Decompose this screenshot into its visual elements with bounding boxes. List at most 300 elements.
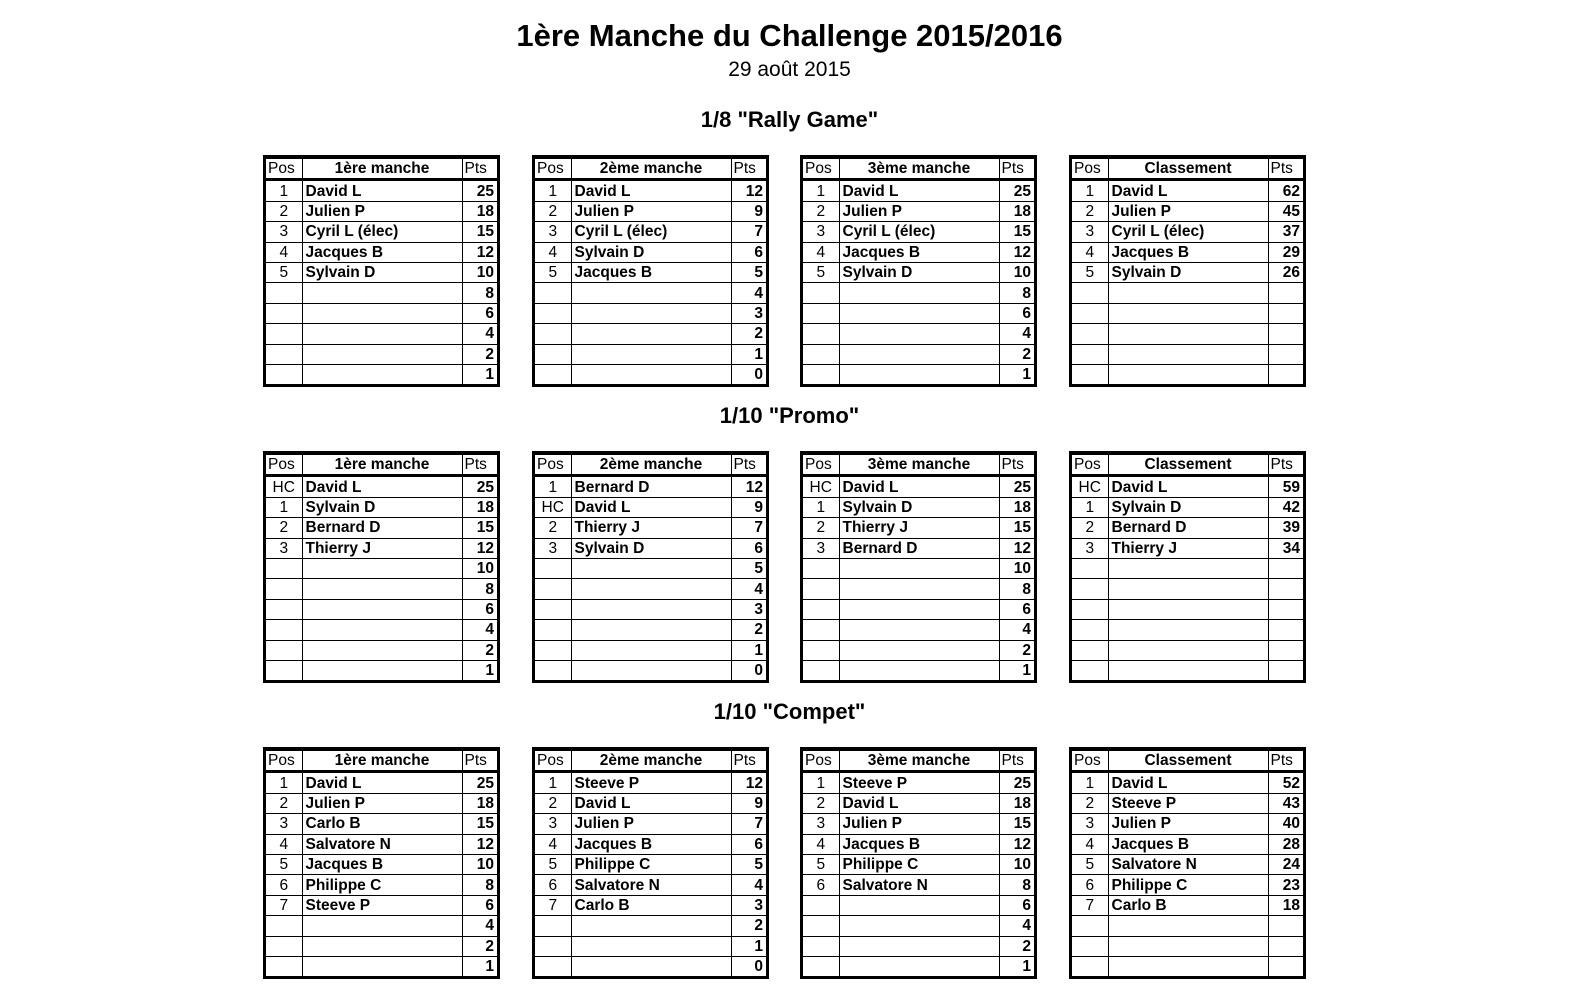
position-cell: 2 <box>266 793 302 813</box>
table-row <box>1072 620 1303 640</box>
points-cell: 2 <box>999 936 1034 956</box>
position-cell: 3 <box>1072 538 1108 558</box>
position-cell: 1 <box>803 180 839 201</box>
position-cell: 6 <box>266 875 302 895</box>
points-cell: 3 <box>731 303 766 323</box>
driver-name-cell <box>302 344 462 364</box>
points-column-header: Pts <box>999 159 1034 180</box>
driver-name-cell: David L <box>1108 476 1268 497</box>
driver-name-cell: Bernard D <box>1108 518 1268 538</box>
position-cell <box>535 660 571 680</box>
driver-name-cell <box>302 303 462 323</box>
table-row <box>266 476 497 497</box>
points-cell: 2 <box>462 344 497 364</box>
driver-name-cell: Cyril L (élec) <box>839 222 999 242</box>
round-column-header: 2ème manche <box>571 159 731 180</box>
points-cell: 43 <box>1268 793 1303 813</box>
table-row <box>266 180 497 201</box>
table-header-row <box>803 751 1034 772</box>
position-cell <box>1072 558 1108 578</box>
points-cell: 4 <box>462 916 497 936</box>
driver-name-cell <box>1108 364 1268 384</box>
table-row <box>266 793 497 813</box>
position-cell: 2 <box>1072 793 1108 813</box>
position-cell: 5 <box>535 854 571 874</box>
table-row <box>803 875 1034 895</box>
driver-name-cell <box>302 558 462 578</box>
driver-name-cell <box>839 579 999 599</box>
table-row <box>1072 599 1303 619</box>
position-cell: 5 <box>266 854 302 874</box>
round-column-header: 3ème manche <box>839 751 999 772</box>
table-row <box>1072 640 1303 660</box>
table-row <box>803 518 1034 538</box>
position-cell: HC <box>803 476 839 497</box>
driver-name-cell: David L <box>571 180 731 201</box>
points-cell: 4 <box>999 916 1034 936</box>
round-results-table <box>532 451 769 683</box>
table-row <box>803 324 1034 344</box>
round-column-header: 3ème manche <box>839 455 999 476</box>
standings-table <box>1069 747 1306 979</box>
table-row <box>1072 222 1303 242</box>
driver-name-cell <box>571 324 731 344</box>
position-cell: 4 <box>535 834 571 854</box>
driver-name-cell: Sylvain D <box>1108 262 1268 282</box>
position-cell <box>266 283 302 303</box>
driver-name-cell: Carlo B <box>302 814 462 834</box>
table-row <box>803 558 1034 578</box>
points-cell: 1 <box>999 660 1034 680</box>
position-cell <box>1072 640 1108 660</box>
table-row <box>266 772 497 793</box>
results-grid <box>1072 750 1303 976</box>
position-cell <box>1072 364 1108 384</box>
table-row <box>1072 476 1303 497</box>
points-cell <box>1268 579 1303 599</box>
position-cell <box>266 640 302 660</box>
points-cell: 25 <box>462 180 497 201</box>
driver-name-cell <box>302 660 462 680</box>
table-row <box>803 793 1034 813</box>
table-header-row <box>535 751 766 772</box>
table-row <box>535 324 766 344</box>
driver-name-cell: Julien P <box>302 793 462 813</box>
position-cell <box>266 660 302 680</box>
position-cell: 4 <box>1072 242 1108 262</box>
round-column-header: 1ère manche <box>302 455 462 476</box>
points-cell: 10 <box>999 854 1034 874</box>
table-row <box>266 854 497 874</box>
table-row <box>535 364 766 384</box>
driver-name-cell <box>1108 640 1268 660</box>
driver-name-cell: Julien P <box>571 201 731 221</box>
driver-name-cell <box>302 579 462 599</box>
driver-name-cell: Jacques B <box>1108 834 1268 854</box>
table-row <box>803 180 1034 201</box>
points-cell: 12 <box>462 242 497 262</box>
points-cell: 8 <box>462 875 497 895</box>
position-cell: 6 <box>1072 875 1108 895</box>
table-row <box>535 558 766 578</box>
driver-name-cell: Sylvain D <box>302 262 462 282</box>
driver-name-cell <box>839 324 999 344</box>
position-cell: 1 <box>266 180 302 201</box>
table-row <box>803 497 1034 517</box>
points-cell: 12 <box>731 772 766 793</box>
position-cell: 3 <box>266 222 302 242</box>
position-cell <box>266 620 302 640</box>
position-cell <box>803 303 839 323</box>
points-cell: 10 <box>999 262 1034 282</box>
table-row <box>266 518 497 538</box>
table-row <box>803 814 1034 834</box>
table-row <box>535 620 766 640</box>
table-row <box>535 242 766 262</box>
points-cell: 3 <box>731 895 766 915</box>
table-row <box>1072 518 1303 538</box>
table-row <box>266 497 497 517</box>
points-cell: 10 <box>462 558 497 578</box>
results-grid <box>266 158 497 384</box>
round-column-header: 3ème manche <box>839 159 999 180</box>
table-row <box>535 303 766 323</box>
table-row <box>1072 262 1303 282</box>
points-cell: 18 <box>999 201 1034 221</box>
pos-column-header: Pos <box>1072 751 1108 772</box>
table-row <box>1072 538 1303 558</box>
section-title: 1/10 "Promo" <box>719 403 860 428</box>
position-cell: 3 <box>266 814 302 834</box>
position-cell: 1 <box>803 497 839 517</box>
position-cell: 5 <box>1072 854 1108 874</box>
table-row <box>535 518 766 538</box>
driver-name-cell <box>571 660 731 680</box>
driver-name-cell <box>302 364 462 384</box>
driver-name-cell <box>1108 579 1268 599</box>
position-cell: 2 <box>535 201 571 221</box>
driver-name-cell <box>1108 916 1268 936</box>
driver-name-cell <box>839 640 999 660</box>
points-cell: 18 <box>1268 895 1303 915</box>
position-cell <box>1072 916 1108 936</box>
position-cell: HC <box>1072 476 1108 497</box>
driver-name-cell: Sylvain D <box>571 242 731 262</box>
driver-name-cell: Julien P <box>1108 814 1268 834</box>
driver-name-cell <box>1108 303 1268 323</box>
results-grid <box>266 454 497 680</box>
table-row <box>803 936 1034 956</box>
table-row <box>266 262 497 282</box>
points-cell: 1 <box>731 640 766 660</box>
position-cell <box>803 344 839 364</box>
pos-column-header: Pos <box>535 159 571 180</box>
table-row <box>803 283 1034 303</box>
points-cell: 15 <box>462 222 497 242</box>
position-cell: 2 <box>803 793 839 813</box>
points-cell: 4 <box>999 620 1034 640</box>
pos-column-header: Pos <box>266 455 302 476</box>
points-cell <box>1268 660 1303 680</box>
points-cell: 15 <box>999 222 1034 242</box>
round-column-header: 1ère manche <box>302 751 462 772</box>
table-row <box>266 579 497 599</box>
driver-name-cell: David L <box>302 180 462 201</box>
driver-name-cell: Thierry J <box>839 518 999 538</box>
position-cell: HC <box>535 497 571 517</box>
table-row <box>535 875 766 895</box>
driver-name-cell: Bernard D <box>571 476 731 497</box>
round-results-table <box>532 155 769 387</box>
points-cell <box>1268 620 1303 640</box>
points-cell <box>1268 303 1303 323</box>
driver-name-cell: Julien P <box>839 814 999 834</box>
points-cell: 6 <box>462 303 497 323</box>
round-column-header: 2ème manche <box>571 751 731 772</box>
position-cell <box>266 303 302 323</box>
driver-name-cell <box>839 660 999 680</box>
points-cell: 5 <box>731 558 766 578</box>
points-cell: 52 <box>1268 772 1303 793</box>
driver-name-cell: Jacques B <box>571 262 731 282</box>
driver-name-cell: Salvatore N <box>302 834 462 854</box>
points-cell: 0 <box>731 660 766 680</box>
position-cell <box>1072 324 1108 344</box>
points-cell: 25 <box>999 476 1034 497</box>
points-cell: 23 <box>1268 875 1303 895</box>
driver-name-cell <box>571 579 731 599</box>
table-row <box>1072 936 1303 956</box>
table-row <box>1072 793 1303 813</box>
position-cell: 2 <box>1072 518 1108 538</box>
points-cell: 2 <box>731 620 766 640</box>
table-row <box>266 660 497 680</box>
table-row <box>803 579 1034 599</box>
points-column-header: Pts <box>999 751 1034 772</box>
position-cell <box>1072 344 1108 364</box>
points-cell: 0 <box>731 956 766 976</box>
points-cell: 7 <box>731 222 766 242</box>
driver-name-cell: Cyril L (élec) <box>1108 222 1268 242</box>
section-tables <box>0 451 1579 681</box>
position-cell <box>535 324 571 344</box>
driver-name-cell: Jacques B <box>302 242 462 262</box>
driver-name-cell: Thierry J <box>571 518 731 538</box>
table-header-row <box>535 455 766 476</box>
table-row <box>1072 558 1303 578</box>
points-column-header: Pts <box>731 751 766 772</box>
points-cell: 4 <box>731 875 766 895</box>
points-cell: 9 <box>731 793 766 813</box>
table-row <box>266 558 497 578</box>
table-row <box>1072 579 1303 599</box>
driver-name-cell <box>839 303 999 323</box>
table-row <box>803 640 1034 660</box>
driver-name-cell: Steeve P <box>302 895 462 915</box>
points-cell: 6 <box>999 895 1034 915</box>
points-cell: 8 <box>999 283 1034 303</box>
position-cell: 4 <box>535 242 571 262</box>
table-row <box>266 364 497 384</box>
position-cell <box>535 599 571 619</box>
results-grid <box>803 454 1034 680</box>
table-row <box>266 324 497 344</box>
points-cell: 1 <box>731 344 766 364</box>
driver-name-cell <box>571 364 731 384</box>
points-column-header: Pts <box>1268 159 1303 180</box>
page-title: 1ère Manche du Challenge 2015/2016 <box>516 18 1063 53</box>
points-cell <box>1268 558 1303 578</box>
points-cell: 5 <box>731 262 766 282</box>
driver-name-cell <box>571 283 731 303</box>
points-cell: 15 <box>999 814 1034 834</box>
driver-name-cell: Jacques B <box>571 834 731 854</box>
driver-name-cell: Philippe C <box>571 854 731 874</box>
round-results-table <box>800 155 1037 387</box>
driver-name-cell <box>1108 599 1268 619</box>
table-row <box>535 222 766 242</box>
table-header-row <box>266 751 497 772</box>
points-cell: 6 <box>731 834 766 854</box>
points-cell: 9 <box>731 497 766 517</box>
table-header-row <box>803 455 1034 476</box>
driver-name-cell <box>1108 344 1268 364</box>
position-cell: 7 <box>266 895 302 915</box>
driver-name-cell <box>302 283 462 303</box>
position-cell: 3 <box>535 814 571 834</box>
position-cell <box>266 936 302 956</box>
points-cell: 2 <box>731 324 766 344</box>
position-cell <box>535 956 571 976</box>
points-cell: 10 <box>462 854 497 874</box>
round-results-table <box>263 155 500 387</box>
position-cell <box>1072 283 1108 303</box>
position-cell: 2 <box>266 518 302 538</box>
table-row <box>1072 814 1303 834</box>
points-column-header: Pts <box>462 159 497 180</box>
position-cell: 4 <box>266 834 302 854</box>
table-row <box>266 875 497 895</box>
points-column-header: Pts <box>1268 455 1303 476</box>
position-cell: 3 <box>803 222 839 242</box>
table-row <box>535 497 766 517</box>
driver-name-cell <box>839 599 999 619</box>
position-cell <box>266 558 302 578</box>
position-cell <box>535 303 571 323</box>
driver-name-cell <box>571 620 731 640</box>
points-cell: 1 <box>999 956 1034 976</box>
position-cell <box>803 579 839 599</box>
table-row <box>266 895 497 915</box>
round-results-table <box>263 451 500 683</box>
position-cell <box>266 579 302 599</box>
points-cell: 12 <box>999 834 1034 854</box>
driver-name-cell <box>1108 324 1268 344</box>
points-cell: 12 <box>462 538 497 558</box>
position-cell: 1 <box>1072 180 1108 201</box>
points-cell: 25 <box>462 476 497 497</box>
points-cell: 2 <box>731 916 766 936</box>
table-row <box>1072 834 1303 854</box>
table-row <box>535 180 766 201</box>
results-grid <box>266 750 497 976</box>
points-cell <box>1268 364 1303 384</box>
pos-column-header: Pos <box>535 455 571 476</box>
points-cell: 25 <box>999 180 1034 201</box>
table-row <box>1072 242 1303 262</box>
driver-name-cell <box>1108 936 1268 956</box>
points-cell: 18 <box>462 793 497 813</box>
position-cell <box>803 916 839 936</box>
driver-name-cell <box>1108 956 1268 976</box>
points-cell: 18 <box>999 793 1034 813</box>
position-cell <box>535 936 571 956</box>
points-cell: 8 <box>462 283 497 303</box>
position-cell: 1 <box>1072 772 1108 793</box>
position-cell: 4 <box>803 242 839 262</box>
position-cell: 5 <box>535 262 571 282</box>
table-row <box>803 660 1034 680</box>
points-column-header: Pts <box>999 455 1034 476</box>
points-cell: 10 <box>999 558 1034 578</box>
position-cell <box>1072 599 1108 619</box>
section-title: 1/8 "Rally Game" <box>700 107 879 132</box>
pos-column-header: Pos <box>803 159 839 180</box>
driver-name-cell: Sylvain D <box>571 538 731 558</box>
table-row <box>803 620 1034 640</box>
table-header-row <box>1072 455 1303 476</box>
table-row <box>535 936 766 956</box>
driver-name-cell <box>839 956 999 976</box>
pos-column-header: Pos <box>803 751 839 772</box>
driver-name-cell: Jacques B <box>839 242 999 262</box>
round-column-header: Classement <box>1108 455 1268 476</box>
position-cell <box>535 916 571 936</box>
table-header-row <box>266 455 497 476</box>
position-cell <box>1072 956 1108 976</box>
position-cell <box>535 283 571 303</box>
results-grid <box>535 454 766 680</box>
results-grid <box>1072 454 1303 680</box>
table-row <box>535 772 766 793</box>
position-cell <box>266 324 302 344</box>
table-row <box>803 956 1034 976</box>
driver-name-cell: Sylvain D <box>839 262 999 282</box>
table-row <box>1072 344 1303 364</box>
points-column-header: Pts <box>1268 751 1303 772</box>
position-cell <box>803 895 839 915</box>
points-cell: 18 <box>462 201 497 221</box>
driver-name-cell: Julien P <box>1108 201 1268 221</box>
points-cell: 1 <box>999 364 1034 384</box>
driver-name-cell: Sylvain D <box>839 497 999 517</box>
driver-name-cell: Carlo B <box>571 895 731 915</box>
table-header-row <box>1072 751 1303 772</box>
round-column-header: Classement <box>1108 751 1268 772</box>
points-cell: 2 <box>462 936 497 956</box>
driver-name-cell: Sylvain D <box>1108 497 1268 517</box>
table-row <box>535 814 766 834</box>
table-row <box>803 364 1034 384</box>
position-cell <box>803 936 839 956</box>
table-row <box>1072 364 1303 384</box>
table-row <box>535 956 766 976</box>
driver-name-cell: David L <box>839 476 999 497</box>
driver-name-cell: Carlo B <box>1108 895 1268 915</box>
driver-name-cell <box>839 344 999 364</box>
driver-name-cell <box>1108 558 1268 578</box>
driver-name-cell: David L <box>839 180 999 201</box>
